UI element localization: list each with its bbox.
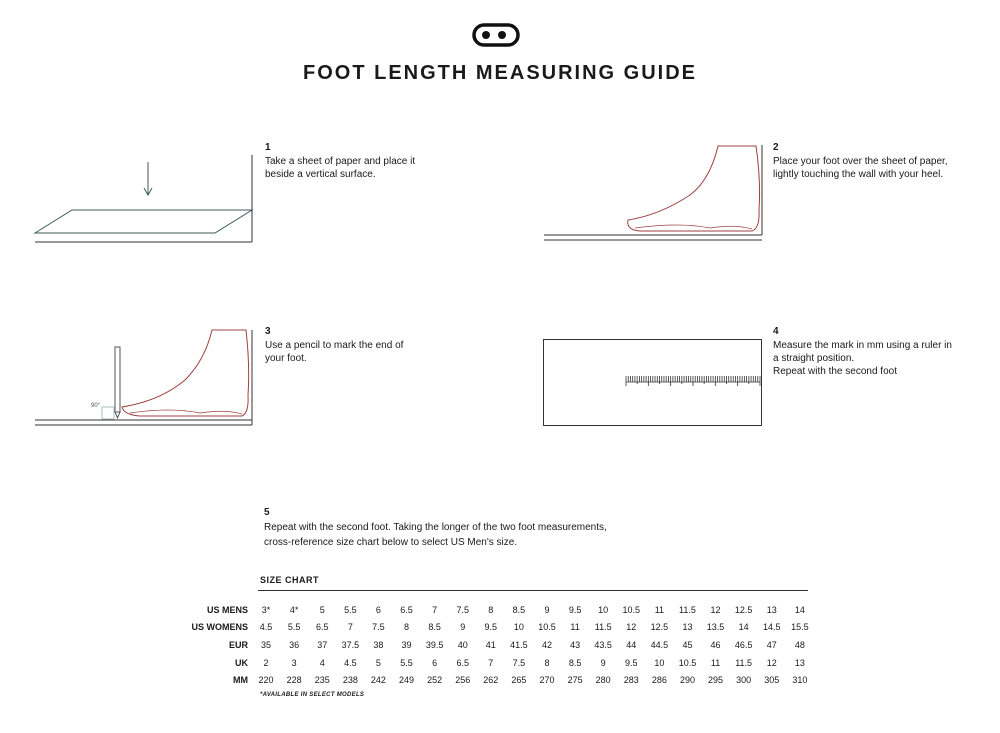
size-cell: 300	[736, 675, 752, 686]
size-cell: 9	[600, 657, 606, 668]
size-cell: 4*	[289, 604, 299, 615]
size-cell: 13	[682, 622, 693, 633]
size-row	[170, 619, 814, 637]
size-row	[170, 636, 814, 654]
size-cell: 5	[319, 604, 325, 615]
size-cell: 12.5	[734, 604, 753, 615]
size-cell: 8.5	[512, 604, 526, 615]
size-cell: 3*	[261, 604, 271, 615]
size-cell: 235	[314, 675, 330, 686]
size-cell: 11.5	[735, 657, 753, 668]
size-row	[170, 671, 814, 689]
size-cell: 15.5	[791, 622, 809, 633]
size-cell: 286	[651, 675, 667, 686]
size-cell: 6	[432, 657, 438, 668]
step-5-line-1: Repeat with the second foot. Taking the longer of the two foot measurements,	[264, 522, 607, 533]
size-cell: 12.5	[650, 622, 669, 633]
size-cell: 8.5	[568, 657, 582, 668]
step-2-line-2: lightly touching the wall with your heel.	[773, 169, 944, 180]
size-cell: 39	[401, 639, 412, 650]
size-cell: 6.5	[456, 657, 469, 668]
page-title: FOOT LENGTH MEASURING GUIDE	[303, 62, 697, 84]
step-3-number: 3	[265, 326, 271, 337]
size-cell: 44	[626, 639, 637, 650]
size-cell: 12	[766, 657, 777, 668]
size-cell: 12	[626, 622, 637, 633]
size-cell: 6	[375, 604, 381, 615]
size-cell: 5.5	[400, 657, 413, 668]
step-4-line-3: Repeat with the second foot	[773, 366, 897, 377]
size-cell: 9.5	[568, 604, 582, 615]
size-cell: 37.5	[341, 639, 360, 650]
size-cell: 46.5	[734, 639, 753, 650]
step-5-number: 5	[264, 507, 270, 518]
size-cell: 42	[541, 639, 552, 650]
step-2-text	[773, 155, 948, 181]
step-4-illustration	[540, 336, 765, 430]
size-row	[170, 601, 814, 619]
step-3-line-1: Use a pencil to mark the end of	[265, 340, 404, 351]
size-cell: 9.5	[625, 657, 638, 668]
size-cell: 5	[375, 657, 381, 668]
size-cell: 11.5	[594, 622, 612, 633]
size-cell: 9	[460, 622, 466, 633]
size-cell: 10.5	[622, 604, 641, 615]
size-chart-divider	[258, 590, 808, 591]
size-cell: 14	[738, 622, 749, 633]
size-cell: 11	[710, 657, 721, 668]
size-cell: 7	[347, 622, 353, 633]
step-4-number: 4	[773, 326, 779, 337]
size-cell: 242	[370, 675, 386, 686]
size-cell: 252	[427, 675, 443, 686]
step-2-number: 2	[773, 142, 779, 153]
size-cell: 6.5	[400, 604, 413, 615]
size-cell: 10.5	[538, 622, 556, 633]
step-1-line-1: Take a sheet of paper and place it	[265, 156, 416, 167]
size-cell: 10	[654, 657, 665, 668]
size-cell: 12	[710, 604, 721, 615]
step-3-text	[265, 339, 403, 365]
size-row-label: US MENS	[206, 604, 248, 615]
size-cell: 275	[567, 675, 583, 686]
step-5-text	[264, 520, 607, 550]
size-cell: 265	[511, 675, 527, 686]
size-cell: 310	[792, 675, 808, 686]
size-cell: 43	[570, 639, 581, 650]
size-cell: 270	[539, 675, 555, 686]
size-cell: 13.5	[706, 622, 725, 633]
step-4-line-1: Measure the mark in mm using a ruler in	[773, 340, 952, 351]
size-cell: 36	[289, 639, 300, 650]
size-cell: 47	[766, 639, 777, 650]
step-5-line-2: cross-reference size chart below to select US Men's size.	[264, 537, 518, 548]
size-cell: 220	[258, 675, 274, 686]
size-cell: 7	[488, 657, 494, 668]
size-cell: 295	[708, 675, 724, 686]
size-cell: 39.5	[425, 639, 444, 650]
size-cell: 280	[595, 675, 611, 686]
size-chart-footnote: *AVAILABLE IN SELECT MODELS	[260, 692, 365, 698]
size-row-label: UK	[235, 657, 248, 668]
size-cell: 8	[404, 622, 410, 633]
size-cell: 256	[455, 675, 471, 686]
size-cell: 41	[485, 639, 496, 650]
step-3-illustration	[30, 325, 260, 430]
size-cell: 249	[399, 675, 415, 686]
size-cell: 5.5	[287, 622, 301, 633]
size-cell: 8	[544, 657, 550, 668]
step-4-line-2: a straight position.	[773, 353, 855, 364]
size-cell: 10	[513, 622, 524, 633]
size-cell: 14.5	[762, 622, 781, 633]
size-chart-table	[170, 601, 814, 689]
size-cell: 37	[317, 639, 328, 650]
size-cell: 262	[483, 675, 499, 686]
size-cell: 4.5	[344, 657, 357, 668]
size-cell: 6.5	[315, 622, 329, 633]
step-3-line-2: your foot.	[265, 353, 307, 364]
step-2-illustration	[540, 140, 770, 245]
size-cell: 45	[682, 639, 693, 650]
step-1-line-2: beside a vertical surface.	[265, 169, 376, 180]
size-cell: 35	[261, 639, 272, 650]
size-cell: 5.5	[344, 604, 357, 615]
size-cell: 8.5	[428, 622, 441, 633]
size-cell: 13	[794, 657, 805, 668]
size-cell: 10.5	[678, 657, 697, 668]
size-cell: 283	[623, 675, 639, 686]
size-cell: 4	[319, 657, 325, 668]
size-cell: 238	[342, 675, 358, 686]
angle-label: 90°	[91, 403, 101, 409]
step-1-text	[265, 155, 415, 181]
size-chart-title: SIZE CHART	[260, 575, 319, 585]
step-1-illustration	[30, 150, 260, 250]
size-cell: 2	[263, 657, 269, 668]
size-cell: 290	[679, 675, 695, 686]
size-cell: 7.5	[372, 622, 385, 633]
size-row-label: US WOMENS	[191, 622, 248, 633]
size-cell: 14	[794, 604, 805, 615]
size-cell: 11	[654, 604, 665, 615]
size-row	[170, 654, 814, 672]
brand-logo-icon	[472, 22, 520, 48]
size-cell: 305	[764, 675, 780, 686]
size-cell: 3	[291, 657, 297, 668]
size-row-label: EUR	[228, 639, 248, 650]
ruler-icon	[626, 376, 760, 386]
size-cell: 13	[766, 604, 777, 615]
size-cell: 10	[598, 604, 609, 615]
size-cell: 44.5	[650, 639, 669, 650]
size-cell: 8	[488, 604, 494, 615]
size-cell: 9.5	[484, 622, 498, 633]
size-cell: 11	[570, 622, 580, 633]
size-cell: 41.5	[510, 639, 528, 650]
size-cell: 4.5	[259, 622, 273, 633]
size-cell: 38	[373, 639, 384, 650]
size-cell: 46	[710, 639, 721, 650]
size-cell: 48	[794, 639, 805, 650]
size-cell: 228	[286, 675, 302, 686]
size-cell: 7.5	[456, 604, 469, 615]
step-1-number: 1	[265, 142, 271, 153]
size-cell: 7	[432, 604, 438, 615]
size-cell: 11.5	[679, 604, 696, 615]
size-cell: 9	[544, 604, 550, 615]
size-cell: 40	[457, 639, 468, 650]
step-4-text	[773, 339, 952, 378]
step-2-line-1: Place your foot over the sheet of paper,	[773, 156, 948, 167]
size-cell: 43.5	[594, 639, 612, 650]
size-row-label: MM	[233, 675, 248, 686]
size-cell: 7.5	[512, 657, 526, 668]
